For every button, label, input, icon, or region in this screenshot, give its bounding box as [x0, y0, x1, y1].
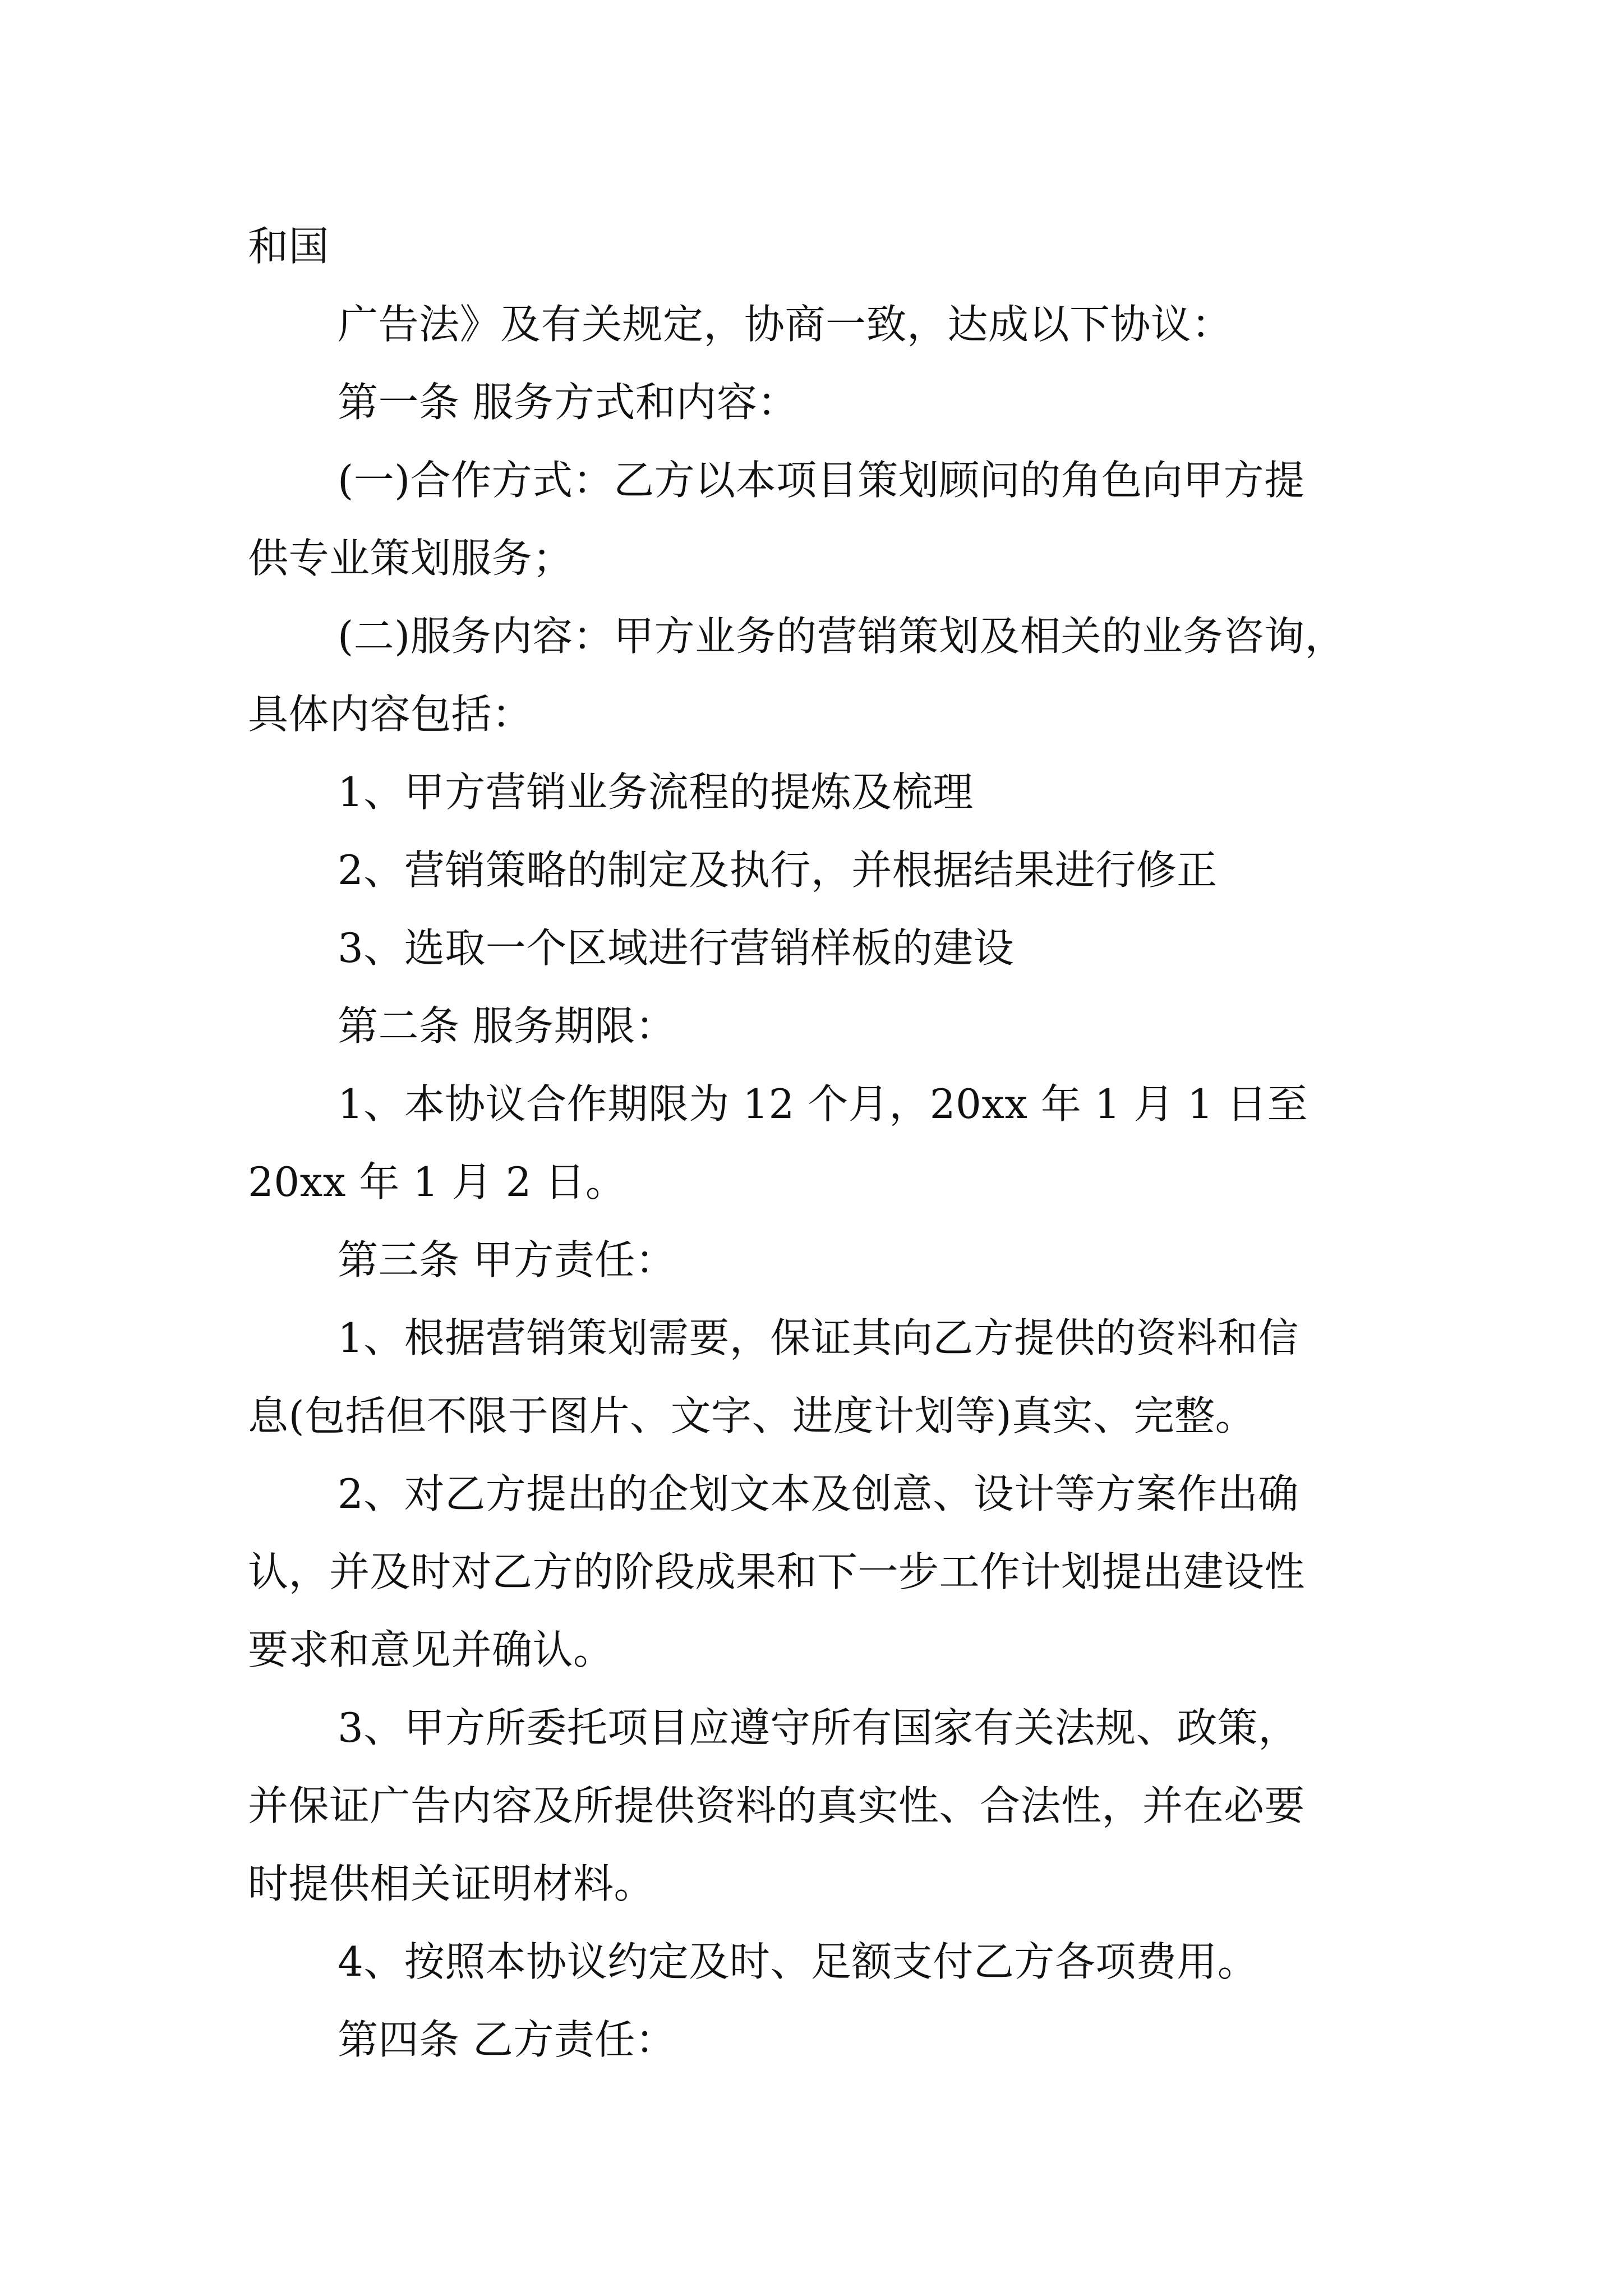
document-body [248, 208, 1386, 2079]
text-line: (一)合作方式：乙方以本项目策划顾问的角色向甲方提 [338, 457, 1305, 504]
text-line: 要求和意见并确认。 [248, 1626, 614, 1673]
text-line: 并保证广告内容及所提供资料的真实性、合法性，并在必要 [248, 1782, 1306, 1829]
text-line: 具体内容包括： [248, 691, 533, 738]
text-line: 时提供相关证明材料。 [248, 1860, 655, 1907]
text-line: 广告法》及有关规定，协商一致，达成以下协议： [338, 301, 1233, 348]
text-line: 和国 [248, 223, 330, 270]
list-item: 3、甲方所委托项目应遵守所有国家有关法规、政策， [338, 1704, 1299, 1751]
list-item: 2、对乙方提出的企划文本及创意、设计等方案作出确 [338, 1470, 1299, 1517]
text-line: (二)服务内容：甲方业务的营销策划及相关的业务咨询， [338, 613, 1346, 660]
list-item: 1、本协议合作期限为 12 个月，20xx 年 1 月 1 日至 [338, 1080, 1308, 1128]
list-item: 1、根据营销策划需要，保证其向乙方提供的资料和信 [338, 1314, 1299, 1361]
list-item: 3、选取一个区域进行营销样板的建设 [338, 924, 1015, 972]
text-line: 供专业策划服务； [248, 535, 574, 582]
section-heading: 第二条 服务期限： [338, 1002, 676, 1050]
list-item: 1、甲方营销业务流程的提炼及梳理 [338, 769, 974, 816]
text-line: 20xx 年 1 月 2 日。 [248, 1158, 626, 1205]
list-item: 4、按照本协议约定及时、足额支付乙方各项费用。 [338, 1938, 1258, 1985]
text-line: 认，并及时对乙方的阶段成果和下一步工作计划提出建设性 [248, 1548, 1306, 1595]
section-heading: 第三条 甲方责任： [338, 1236, 676, 1283]
section-heading: 第一条 服务方式和内容： [338, 379, 798, 426]
section-heading: 第四条 乙方责任： [338, 2016, 676, 2063]
text-line: 息(包括但不限于图片、文字、进度计划等)真实、完整。 [248, 1392, 1256, 1439]
list-item: 2、营销策略的制定及执行，并根据结果进行修正 [338, 846, 1218, 894]
